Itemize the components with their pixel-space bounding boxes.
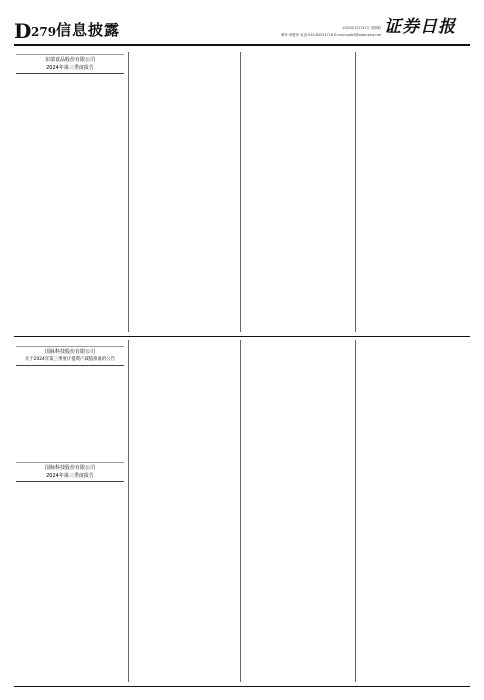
- company-name: 东瑞食品股份有限公司: [44, 57, 95, 64]
- article-title: 2024年第三季度报告: [46, 65, 94, 72]
- date-line: 2024年10月31日 星期四: [342, 26, 381, 30]
- section-divider: [14, 336, 470, 337]
- article-heading: [16, 54, 124, 74]
- footer-rule: [14, 686, 470, 687]
- column-divider: [128, 52, 129, 332]
- article-heading: [16, 346, 124, 366]
- company-name: 国脉科技股份有限公司: [44, 465, 95, 472]
- header-rule: [14, 44, 470, 46]
- column-divider: [240, 52, 241, 332]
- article-body: [132, 340, 236, 682]
- article-body: [244, 54, 351, 332]
- article-title: 关于2024年第三季度计提资产减值准备的公告: [24, 357, 116, 363]
- newspaper-logo: 证券日报: [384, 17, 456, 37]
- company-name: 国脉科技股份有限公司: [44, 349, 95, 356]
- column-divider: [355, 52, 356, 332]
- page-number: 279: [31, 25, 57, 39]
- page-letter: D: [14, 19, 32, 43]
- section-title: 信息披露: [56, 21, 121, 39]
- article-title: 2024年第三季度报告: [46, 473, 94, 480]
- contact-line: 制作:李敬荣 电话:010-83251716 E-mail:zqrb9@zqrb.sina.net: [280, 33, 381, 37]
- article-body: [16, 370, 124, 458]
- column-divider: [128, 340, 129, 682]
- article-body: [16, 486, 124, 682]
- masthead: [0, 0, 484, 46]
- column-divider: [355, 340, 356, 682]
- article-body: [359, 340, 468, 682]
- article-body: [132, 54, 236, 332]
- column-divider: [240, 340, 241, 682]
- article-body: [244, 340, 351, 682]
- article-body: [359, 54, 468, 332]
- article-body: [16, 78, 124, 332]
- article-heading: [16, 462, 124, 482]
